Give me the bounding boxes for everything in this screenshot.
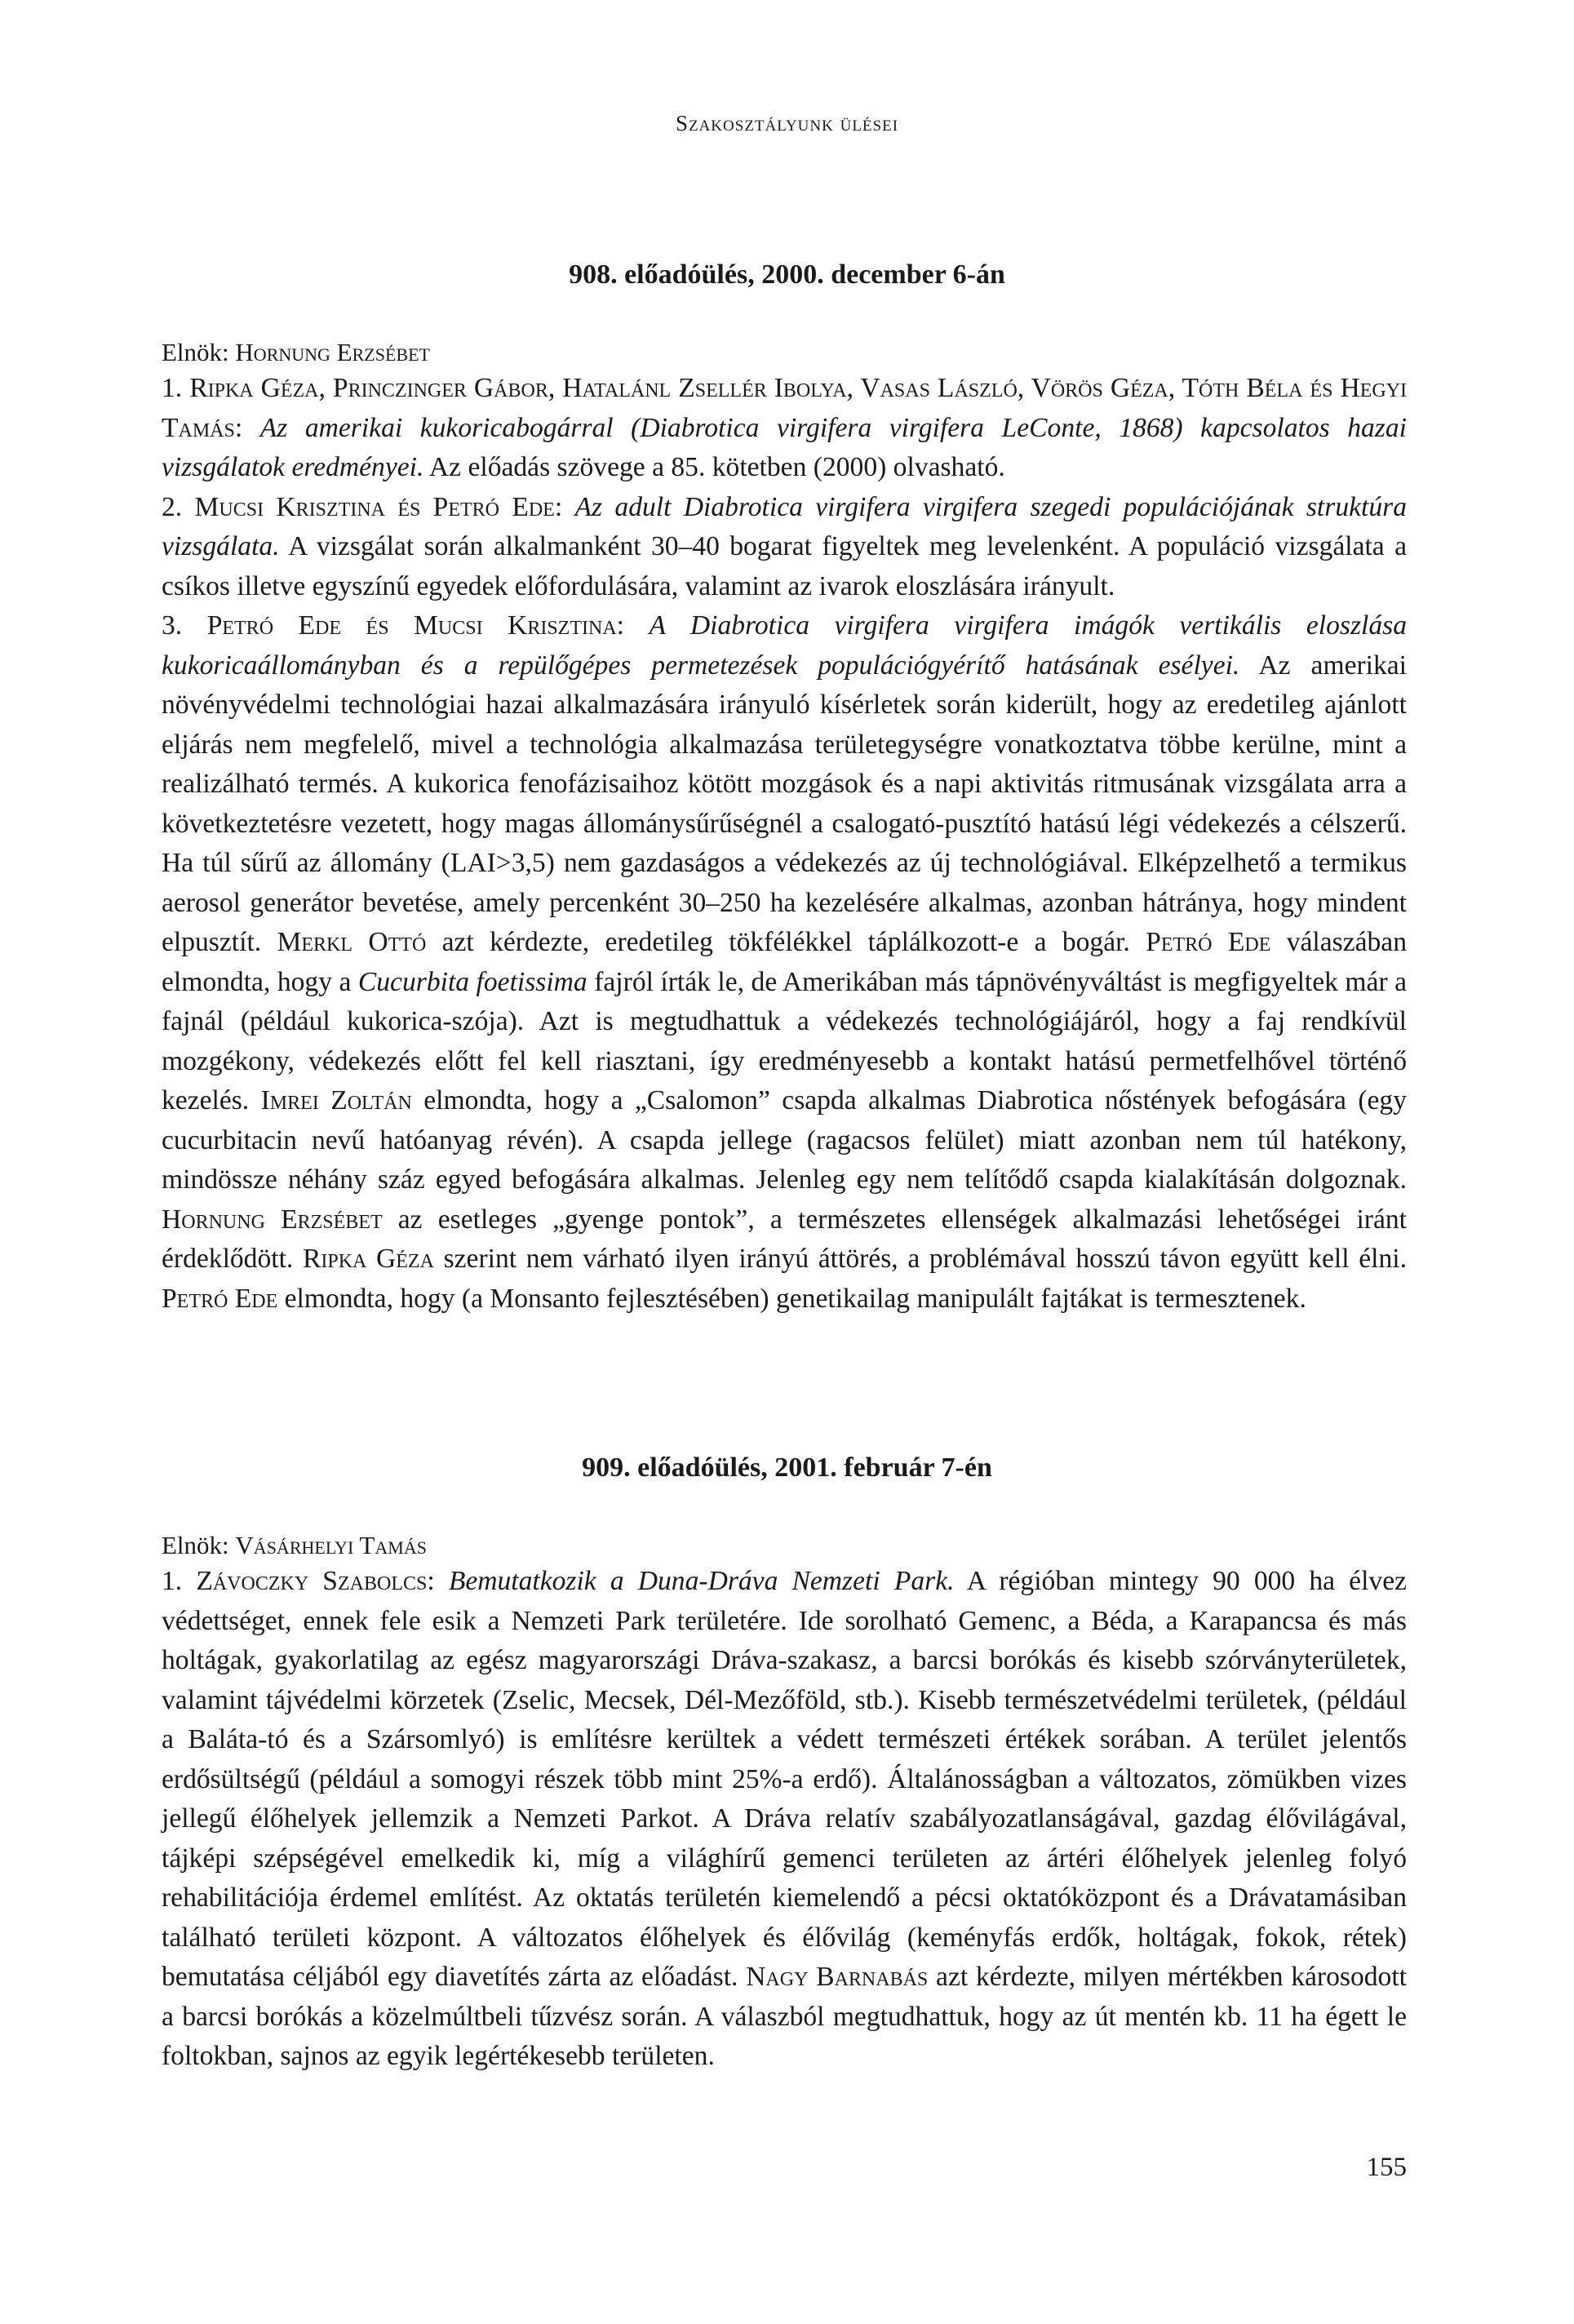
item-title: Bemutatkozik a Duna-Dráva Nemzeti Park. — [448, 1566, 955, 1596]
item-text: Az amerikai növényvédelmi technológiai hazai alkalmazására irányuló kísérletek során kiderült, hogy az eredetileg ajánlott eljárás nem megfelelő, mivel a technológia alkalmazása területegységre vonatkoztatva többe kerülne, mint a realizálható termés. A kukorica fenofázisaihoz kötött mozgások és a napi aktivitás ritmusának vizsgálata arra a következtetésre vezetett, hogy magas állománysűrűségnél a csalogató-pusztító hatású légi védekezés a célszerű. Ha túl sűrű az állomány (LAI>3,5) nem gazdaságos a védekezés az új technológiával. Elképzelhető a termikus aerosol generátor bevetése, amely percenként 30–250 ha kezelésére alkalmas, azonban hátránya, hogy mindent elpusztít. — [162, 650, 1408, 957]
person-name: Petró Ede — [162, 1283, 278, 1314]
item-text: A régióban mintegy 90 000 ha élvez védettséget, ennek fele esik a Nemzeti Park területére. Ide sorolható Gemenc, a Béda, a Karapancsa és más holtágak, gyakorlatilag az egész magyarországi Dráva-szakasz, a barcsi borókás és kisebb szórványterületek, valamint tájvédelmi körzetek (Zselic, Mecsek, Dél-Mezőföld, stb.). Kisebb természetvédelmi területek, (például a Baláta-tó és a Szársomlyó) is említésre kerültek a védett természeti értékek sorában. A terület jelentős erdősültségű (például a somogyi részek több mint 25%-a erdő). Általánosságban a változatos, zömükben vizes jellegű élőhelyek jellemzik a Nemzeti Parkot. A Dráva relatív szabályozatlanságával, gazdag élővilágával, tájképi szépségével emelkedik ki, míg a világhírű gemenci területen az ártéri élőhelyek jelenleg folyó rehabilitációja érdemel említést. Az oktatás területén kiemelendő a pécsi oktatóközpont és a Drávatamásiban található területi központ. A változatos élőhelyek és élővilág (keményfás erdők, holtágak, fokok, rétek) bemutatása céljából egy diavetítés zárta az előadást. — [162, 1566, 1408, 1992]
item-number: 1. — [162, 1566, 197, 1596]
item-number: 3. — [162, 610, 207, 641]
session-909-chair — [162, 1531, 427, 1560]
item-text: azt kérdezte, eredetileg tökfélékkel táplálkozott-e a bogár. — [426, 927, 1146, 957]
chair-name: Vásárhelyi Tamás — [235, 1531, 427, 1559]
session-909-title: 909. előadóülés, 2001. február 7-én — [582, 1452, 992, 1483]
item-authors: Závoczky Szabolcs: — [196, 1566, 435, 1596]
running-header: Szakosztályunk ülései — [675, 111, 899, 135]
person-name: Petró Ede — [1146, 927, 1271, 957]
session-908-item-3 — [162, 606, 1407, 1319]
item-text: Az előadás szövege a 85. kötetben (2000) olvasható. — [423, 452, 1005, 482]
item-title: A Diabrotica virgifera virgifera imágók vertikális eloszlása kukoricaállományban és a repülőgépes permetezések populációgyérítő hatásának esélyei. — [162, 610, 1407, 681]
chair-label: Elnök: — [162, 1531, 236, 1559]
person-name: Merkl Ottó — [277, 927, 427, 957]
session-908-body — [162, 369, 1407, 1319]
session-908-item-2 — [162, 488, 1407, 607]
session-908-title: 908. előadóülés, 2000. december 6-án — [569, 259, 1005, 290]
chair-label: Elnök: — [162, 338, 236, 366]
item-number: 1. — [162, 373, 190, 403]
item-text: elmondta, hogy a „Csalomon” csapda alkalmas Diabrotica nőstények befogására (egy cucurbitacin nevű hatóanyag révén). A csapda jellege (ragacsos felület) miatt azonban nem túl hatékony, mindössze néhány száz egyed befogására alkalmas. Jelenleg egy nem telítődő csapda kialakításán dolgoznak. — [162, 1085, 1407, 1195]
person-name: Hornung Erzsébet — [162, 1204, 383, 1235]
person-name: Ripka Géza — [302, 1244, 434, 1274]
item-title: Az adult Diabrotica virgifera virgifera szegedi populációjának struktúra vizsgálata. — [162, 491, 1407, 561]
species-name: Cucurbita foetissima — [357, 966, 587, 997]
item-text: szerint nem várható ilyen irányú áttörés, a problémával hosszú távon együtt kell élni. — [433, 1244, 1407, 1274]
session-909-body — [162, 1562, 1407, 2077]
item-authors: Mucsi Krisztina és Petró Ede: — [194, 491, 563, 522]
item-text: fajról írták le, de Amerikában más tápnövényváltást is megfigyeltek már a fajnál (például kukorica-szója). Azt is megtudhattuk a védekezés technológiájáról, hogy a faj rendkívül mozgékony, védekezés előtt fel kell riasztani, így eredményesebb a kontakt hatású permetfelhővel történő kezelés. — [162, 966, 1408, 1115]
item-number: 2. — [162, 491, 195, 522]
item-text: az esetleges „gyenge pontok”, a természetes ellenségek alkalmazási lehetőségei iránt érdeklődött. — [162, 1204, 1407, 1274]
session-908-chair — [162, 338, 430, 367]
item-authors: Petró Ede és Mucsi Krisztina: — [206, 610, 624, 641]
item-text: A vizsgálat során alkalmanként 30–40 bogarat figyeltek meg levelenként. A populáció vizsgálata a csíkos illetve egyszínű egyedek előfordulására, valamint az ivarok eloszlására irányult. — [162, 531, 1407, 601]
chair-name: Hornung Erzsébet — [235, 338, 430, 366]
person-name: Nagy Barnabás — [746, 1962, 929, 1992]
person-name: Imrei Zoltán — [260, 1085, 412, 1115]
item-text: azt kérdezte, milyen mértékben károsodott a barcsi borókás a közelmúltbeli tűzvész során. A válaszból megtudhattuk, hogy az út mentén kb. 11 ha égett le foltokban, sajnos az egyik legértékesebb területen. — [162, 1962, 1407, 2071]
item-text: válaszában elmondta, hogy a — [162, 927, 1407, 997]
session-908-item-1 — [162, 369, 1407, 488]
item-text: elmondta, hogy (a Monsanto fejlesztésében) genetikailag manipulált fajtákat is termesztenek. — [277, 1283, 1306, 1314]
session-909-item-1 — [162, 1562, 1407, 2077]
item-authors: Ripka Géza, Princzinger Gábor, Hatalánl Zsellér Ibolya, Vasas László, Vörös Géza, Tóth Béla és Hegyi Tamás: — [162, 373, 1408, 443]
item-title: Az amerikai kukoricabogárral (Diabrotica virgifera virgifera LeConte, 1868) kapcsolatos hazai vizsgálatok eredményei. — [162, 412, 1407, 482]
page-number: 155 — [1366, 2153, 1407, 2182]
